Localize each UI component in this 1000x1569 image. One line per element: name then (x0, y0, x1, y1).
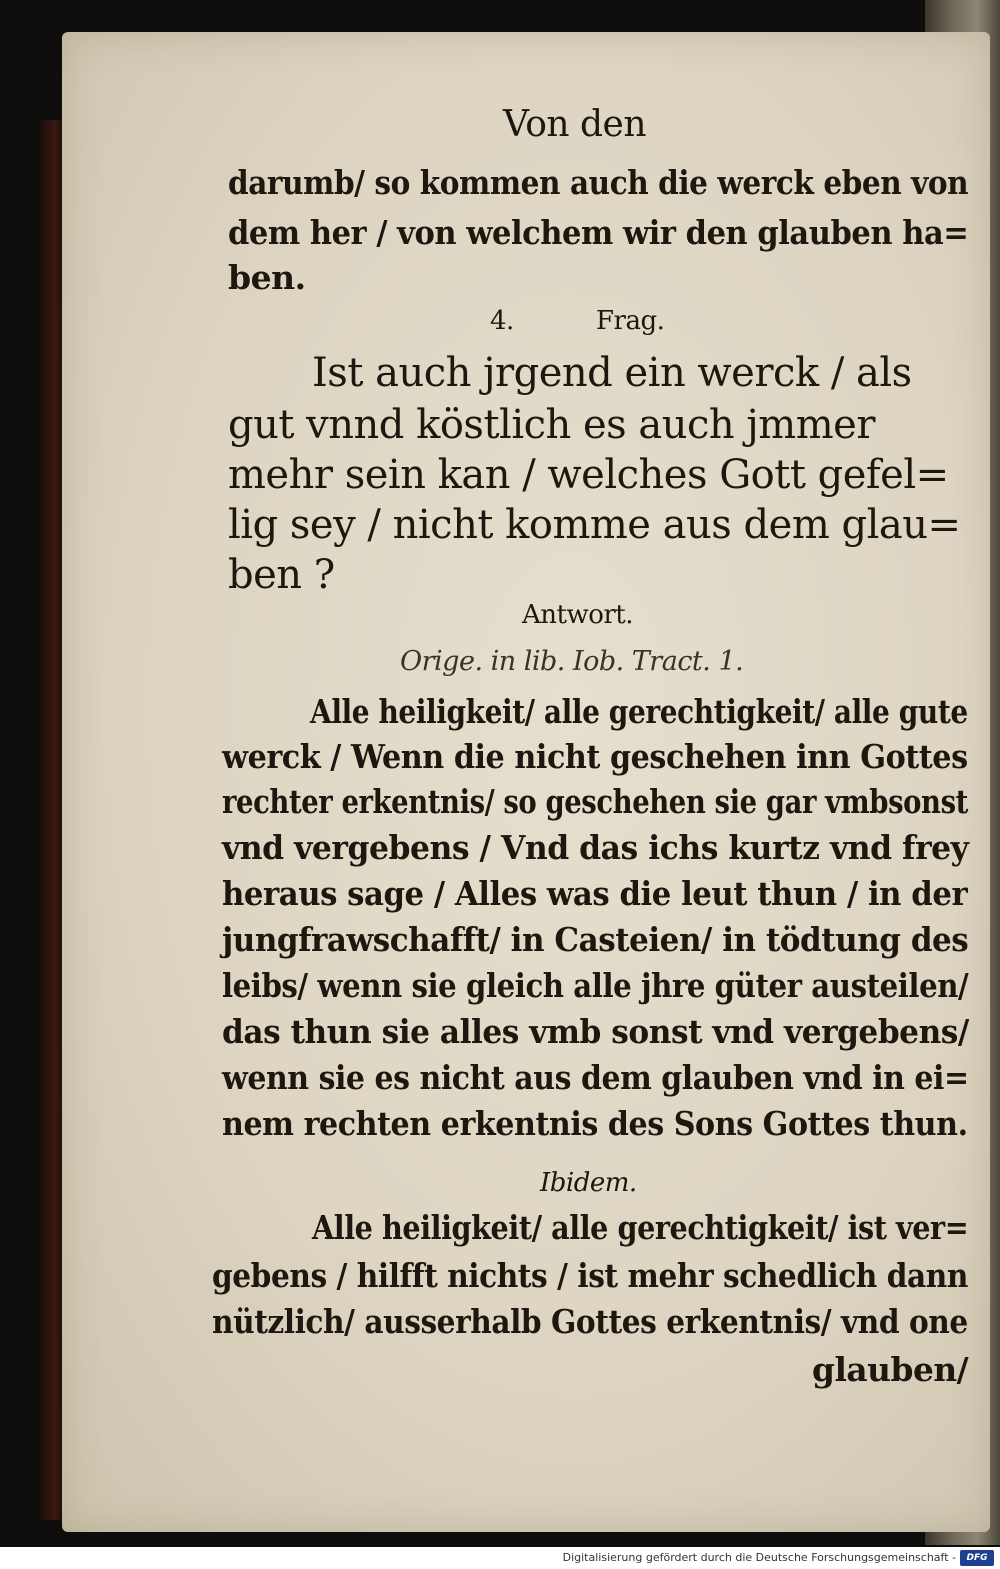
binding-edge (40, 120, 64, 1520)
text-line: darumb/ so kommen auch die werck eben von (228, 163, 969, 202)
text-line: dem her / von welchem wir den glauben ha= (228, 213, 969, 252)
question-line: lig sey / nicht komme aus dem glau= (228, 502, 961, 548)
ibidem-line: Alle heiligkeit/ alle gerechtigkeit/ ist ver= (312, 1208, 969, 1247)
ibidem-heading: Ibidem. (540, 1168, 637, 1198)
dfg-logo: DFG (960, 1550, 994, 1566)
answer-line: Alle heiligkeit/ alle gerechtigkeit/ alle gute (310, 692, 968, 731)
question-line: gut vnnd köstlich es auch jmmer (228, 402, 875, 448)
question-line: mehr sein kan / welches Gott gefel= (228, 452, 949, 498)
answer-line: das thun sie alles vmb sonst vnd vergebens/ (222, 1012, 969, 1051)
question-label: Frag. (596, 306, 665, 336)
ibidem-line: nützlich/ ausserhalb Gottes erkentnis/ vnd one (212, 1302, 968, 1341)
answer-line: vnd vergebens / Vnd das ichs kurtz vnd frey (222, 828, 969, 867)
citation: Orige. in lib. Iob. Tract. 1. (400, 646, 744, 677)
answer-line: leibs/ wenn sie gleich alle jhre güter austeilen/ (222, 966, 969, 1005)
answer-line: heraus sage / Alles was die leut thun / in der (222, 874, 968, 913)
running-head: Von den (503, 104, 647, 145)
answer-line: wenn sie es nicht aus dem glauben vnd in ei= (222, 1058, 969, 1097)
answer-line: rechter erkentnis/ so geschehen sie gar vmbsonst (222, 782, 968, 821)
question-line: Ist auch jrgend ein werck / als (312, 350, 912, 396)
footer-bar (0, 1547, 1000, 1569)
catchword: glauben/ (812, 1350, 969, 1389)
answer-line: nem rechten erkentnis des Sons Gottes thun. (222, 1104, 968, 1143)
show-through-mark (720, 100, 726, 135)
question-line: ben ? (228, 552, 335, 598)
ibidem-line: gebens / hilfft nichts / ist mehr schedlich dann (212, 1256, 968, 1295)
funding-note: Digitalisierung gefördert durch die Deutsche Forschungsgemeinschaft - (562, 1551, 956, 1564)
text-line: ben. (228, 258, 306, 297)
answer-heading: Antwort. (522, 600, 634, 630)
question-number: 4. (490, 306, 514, 336)
answer-line: werck / Wenn die nicht geschehen inn Gottes (222, 737, 968, 776)
answer-line: jungfrawschafft/ in Casteien/ in tödtung des (222, 920, 969, 959)
